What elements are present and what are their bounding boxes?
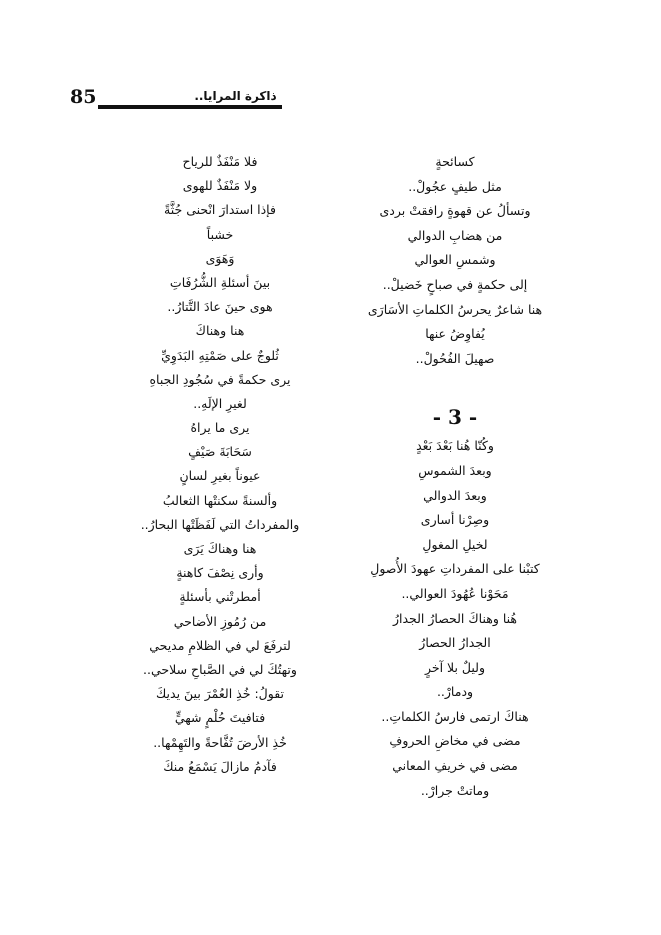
page-number: 85: [70, 86, 97, 108]
verse-line: خُذِ الأرضَ تُفَّاحةً والتَهِمْها..: [153, 734, 287, 750]
verse-line: فلا مَنْفَذٌ للرياح: [182, 154, 258, 169]
verse-line: مثل طيفٍ عجُولْ..: [408, 178, 502, 194]
verse-line: لخيلِ المغولِ: [422, 536, 488, 552]
verse-line: خشباً: [206, 226, 234, 242]
verse-line: وماتتْ جرارْ..: [420, 782, 490, 798]
verse-line: عيوناً بغيرِ لسانٍ: [179, 468, 261, 484]
verse-line: مضى في خريفِ المعاني: [392, 758, 518, 774]
verse-line: وشمسِ العوالي: [414, 252, 496, 268]
verse-line: وتهتُكَ لي في الصَّباحِ سلاحي..: [143, 661, 297, 677]
verse-line: كتبْنا على المفرداتِ عهودَ الأُصولِ: [370, 561, 540, 577]
verse-line: لترفَعَ لي في الظلامِ مديحي: [149, 637, 291, 653]
verse-line: فتافيتَ حُلْمٍ شهيٍّ: [174, 710, 266, 726]
verse-line: وصِرْنا أسارى: [420, 512, 490, 528]
verse-line: وبعدَ الشموسِ: [418, 462, 492, 478]
verse-line: هنا وهناكَ: [195, 323, 245, 339]
verse-line: وأرى نِصْفَ كاهنةٍ: [176, 565, 264, 581]
verse-line: يرى ما يراهُ: [190, 420, 250, 436]
verse-line: فإذا استدارَ انْحنى جُثَّةً: [164, 202, 276, 218]
verse-line: ثُلوجٌ على صَمْتِهِ البَدَوِيِّ: [161, 347, 279, 363]
verse-line: وتسألُ عن قهوةٍ رافقتْ بردى: [379, 203, 531, 219]
verse-line: ولا مَنْفَذٌ للهوى: [182, 178, 258, 194]
running-title: ذاكرة المرايا..: [194, 89, 277, 103]
verse-line: لغيرِ الإلَهِ..: [193, 395, 247, 411]
verse-line: ودمارْ..: [436, 684, 474, 700]
verse-line: إلى حكمةٍ في صباحٍ خَضيلْ..: [382, 276, 528, 292]
verse-line: صهيلَ الفُحُولْ..: [415, 350, 495, 366]
verse-line: فآدمُ مازالَ يَسْمَعُ منكَ: [163, 758, 277, 774]
verse-line: هنا وهناكَ يَرَى: [183, 541, 257, 556]
verse-line: هُنا وهناكَ الحصارُ الجدارُ: [392, 610, 518, 626]
verse-line: من هضابِ الدوالي: [407, 227, 503, 243]
verse-line: هوى حينَ عادَ التَّتارُ..: [167, 299, 273, 315]
verse-line: يرى حكمةً في سُجُودِ الجباهِ: [149, 371, 291, 387]
poem-column-left: [140, 150, 300, 779]
verse-line: تقولُ: خُذِ العُمْرَ بينَ يديكَ: [156, 686, 284, 702]
verse-line: بينَ أسئلةِ الشُّرُفَاتِ: [169, 274, 271, 290]
verse-line: وبعدَ الدوالي: [423, 487, 487, 503]
verse-line: هناكَ ارتمى فارسُ الكلماتِ..: [381, 708, 529, 724]
verse-line: مَحَوْنا عُهُودَ العوالي..: [401, 585, 509, 601]
verse-line: من رُمُوزِ الأضاحي: [173, 613, 267, 629]
verse-line: الجدارُ الحصارُ: [419, 635, 491, 651]
verse-line: هنا شاعرٌ يحرسُ الكلماتِ الأسَارَى: [367, 301, 543, 317]
stanza-gap: [350, 371, 560, 400]
verse-line: والمفرداتُ التي لَفَظَتْها البحارُ..: [140, 516, 300, 532]
verse-line: يُفاوِضُ عنها: [425, 326, 485, 342]
verse-line: وَهَوَى: [205, 250, 235, 266]
verse-line: مضى في مخاضِ الحروفِ: [389, 733, 521, 749]
section-number: - 3 -: [432, 405, 478, 430]
verse-line: وكُنّا هُنا بَعْدَ بَعْدٍ: [416, 438, 494, 454]
verse-line: سَحَابَةَ صَيْفٍ: [188, 444, 252, 460]
verse-line: وليلٌ بلا آخرٍ: [424, 659, 486, 675]
verse-line: وألسنةً سكنتْها الثعالبُ: [162, 492, 278, 508]
verse-line: أمطرتْني بأسئلةٍ: [179, 589, 261, 605]
poem-stanza-top: [350, 150, 560, 371]
poem-stanza-bottom: [350, 434, 560, 803]
header-rule: [98, 105, 282, 109]
verse-line: كسائحةٍ: [435, 154, 475, 169]
poem-column-right: [350, 150, 560, 803]
